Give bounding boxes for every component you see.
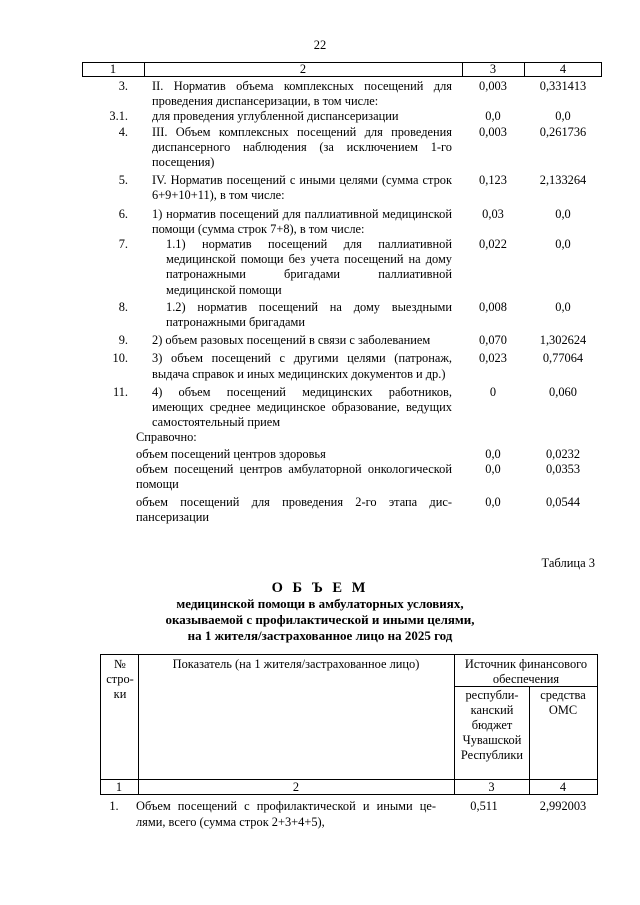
title-line: на 1 жителя/застрахованное лицо на 2025 год xyxy=(187,628,453,643)
row-value-budget: 0 xyxy=(489,384,497,399)
row-value-budget: 0,022 xyxy=(479,237,507,252)
table-row xyxy=(82,333,602,348)
row-value-budget: 0,511 xyxy=(470,799,498,813)
table-row xyxy=(82,173,602,203)
table-row xyxy=(82,207,602,237)
table-label: Таблица 3 xyxy=(541,556,595,570)
row-number: 3. xyxy=(118,79,128,93)
table-row xyxy=(82,300,602,330)
row-value-oms: 0,0 xyxy=(555,206,571,221)
row-text: для проведения углубленной диспансеризации xyxy=(152,109,399,124)
row-value-oms: 0,0232 xyxy=(545,446,581,461)
col-index-1: 1 xyxy=(115,780,123,794)
row-number: 9. xyxy=(118,333,128,348)
row-number: 4. xyxy=(118,124,128,139)
row-text: Объем посещений с профилактической и иными целями, всего (сумма строк 2+3+4+5), xyxy=(136,799,436,829)
header-row-number: № строки xyxy=(106,657,134,701)
row-value-budget: 0,03 xyxy=(482,206,504,221)
row-number: 1. xyxy=(109,799,119,813)
row-number: 11. xyxy=(112,384,128,399)
row-number: 10. xyxy=(112,351,128,366)
header-funding-source: Источник финансового обеспечения xyxy=(464,657,588,686)
table-title xyxy=(0,580,640,644)
volume-table xyxy=(100,654,598,830)
table-row xyxy=(82,237,602,298)
row-text: 1.1) норматив посещений для паллиативной медицинской помощи без учета посещений на дому патронажными бригадами паллиативной медицинской помощи xyxy=(166,237,452,297)
row-number: 8. xyxy=(118,299,128,314)
row-text: 2) объем разовых посещений в связи с заболеванием xyxy=(152,333,431,348)
row-value-oms: 0,77064 xyxy=(542,351,584,366)
reference-label-row xyxy=(82,430,602,445)
col-index-2: 2 xyxy=(299,62,307,76)
row-value-budget: 0,123 xyxy=(479,173,507,188)
row-value-budget: 0,0 xyxy=(485,109,501,124)
header-indicator: Показатель (на 1 жителя/застрахованное лицо) xyxy=(172,657,420,671)
row-value-budget: 0,0 xyxy=(485,461,501,476)
col-index-2: 2 xyxy=(292,780,300,794)
row-value-oms: 0,331413 xyxy=(539,79,587,93)
row-number: 7. xyxy=(118,237,128,252)
table-row xyxy=(82,385,602,431)
row-value-budget: 0,0 xyxy=(485,446,501,461)
table-row xyxy=(82,462,602,492)
row-value-budget: 0,070 xyxy=(479,333,507,348)
row-value-oms: 0,060 xyxy=(549,384,577,399)
row-value-budget: 0,003 xyxy=(479,124,507,139)
col-index-3: 3 xyxy=(489,62,497,76)
reference-label: Справочно: xyxy=(136,430,197,445)
table-row xyxy=(82,447,602,462)
row-text: объем посещений для проведения 2-го этапа диспансеризации xyxy=(136,495,452,525)
table-index-header xyxy=(82,62,602,77)
row-value-oms: 0,0 xyxy=(555,237,571,252)
row-value-oms: 0,0544 xyxy=(545,495,581,510)
table-row xyxy=(82,79,602,109)
normative-table-continued xyxy=(82,62,602,526)
row-text: 3) объем посещений с другими целями (патронаж, выдача справок и иных медицинских документов и др.) xyxy=(152,351,452,381)
row-number: 6. xyxy=(118,206,128,221)
header-oms-funds: средства ОМС xyxy=(540,688,586,717)
row-value-oms: 2,992003 xyxy=(539,799,587,813)
row-number: 3.1. xyxy=(109,109,128,124)
title-heading: О Б Ъ Е М xyxy=(271,580,369,596)
row-value-oms: 0,261736 xyxy=(539,124,587,139)
row-text: 1.2) норматив посещений на дому выездными патронажными бригадами xyxy=(166,299,452,330)
title-line: оказываемой с профилактической и иными целями, xyxy=(165,612,475,627)
col-index-4: 4 xyxy=(559,780,567,794)
table-row xyxy=(82,495,602,525)
table-header xyxy=(100,655,598,780)
page-number: 22 xyxy=(313,38,327,52)
table-row xyxy=(82,351,602,381)
header-republic-budget: республиканский бюджет Чувашской Республики xyxy=(460,688,524,762)
row-text: II. Норматив объема комплексных посещений для проведения диспансеризации, в том числе: xyxy=(152,79,452,109)
table-row xyxy=(82,109,602,124)
row-text: 4) объем посещений медицинских работников, имеющих среднее медицинское образование, ведущих самостоятельный прием xyxy=(152,384,452,430)
row-value-oms: 1,302624 xyxy=(539,333,587,348)
table-index-row xyxy=(100,780,598,795)
row-text: объем посещений центров амбулаторной онкологической помощи xyxy=(136,461,452,492)
row-text: 1) норматив посещений для паллиативной медицинской помощи (сумма строк 7+8), в том числе: xyxy=(152,206,452,236)
col-index-3: 3 xyxy=(488,780,495,794)
row-value-oms: 0,0 xyxy=(555,299,571,314)
title-line: медицинской помощи в амбулаторных условиях, xyxy=(176,596,464,611)
row-value-budget: 0,023 xyxy=(479,351,507,366)
row-text: объем посещений центров здоровья xyxy=(136,446,326,461)
row-value-budget: 0,0 xyxy=(485,495,501,510)
row-value-oms: 2,133264 xyxy=(539,173,587,188)
row-value-budget: 0,003 xyxy=(479,79,507,93)
table-row xyxy=(100,799,598,830)
row-value-budget: 0,008 xyxy=(479,299,507,314)
row-number: 5. xyxy=(118,173,128,188)
table-row xyxy=(82,125,602,171)
row-value-oms: 0,0353 xyxy=(545,461,581,476)
col-index-1: 1 xyxy=(109,62,117,76)
row-text: III. Объем комплексных посещений для проведения диспансерного наблюдения (за исключением 1-го посещения) xyxy=(152,124,452,170)
row-value-oms: 0,0 xyxy=(555,109,571,124)
row-text: IV. Норматив посещений с иными целями (сумма строк 6+9+10+11), в том числе: xyxy=(152,173,452,203)
col-index-4: 4 xyxy=(559,62,567,76)
